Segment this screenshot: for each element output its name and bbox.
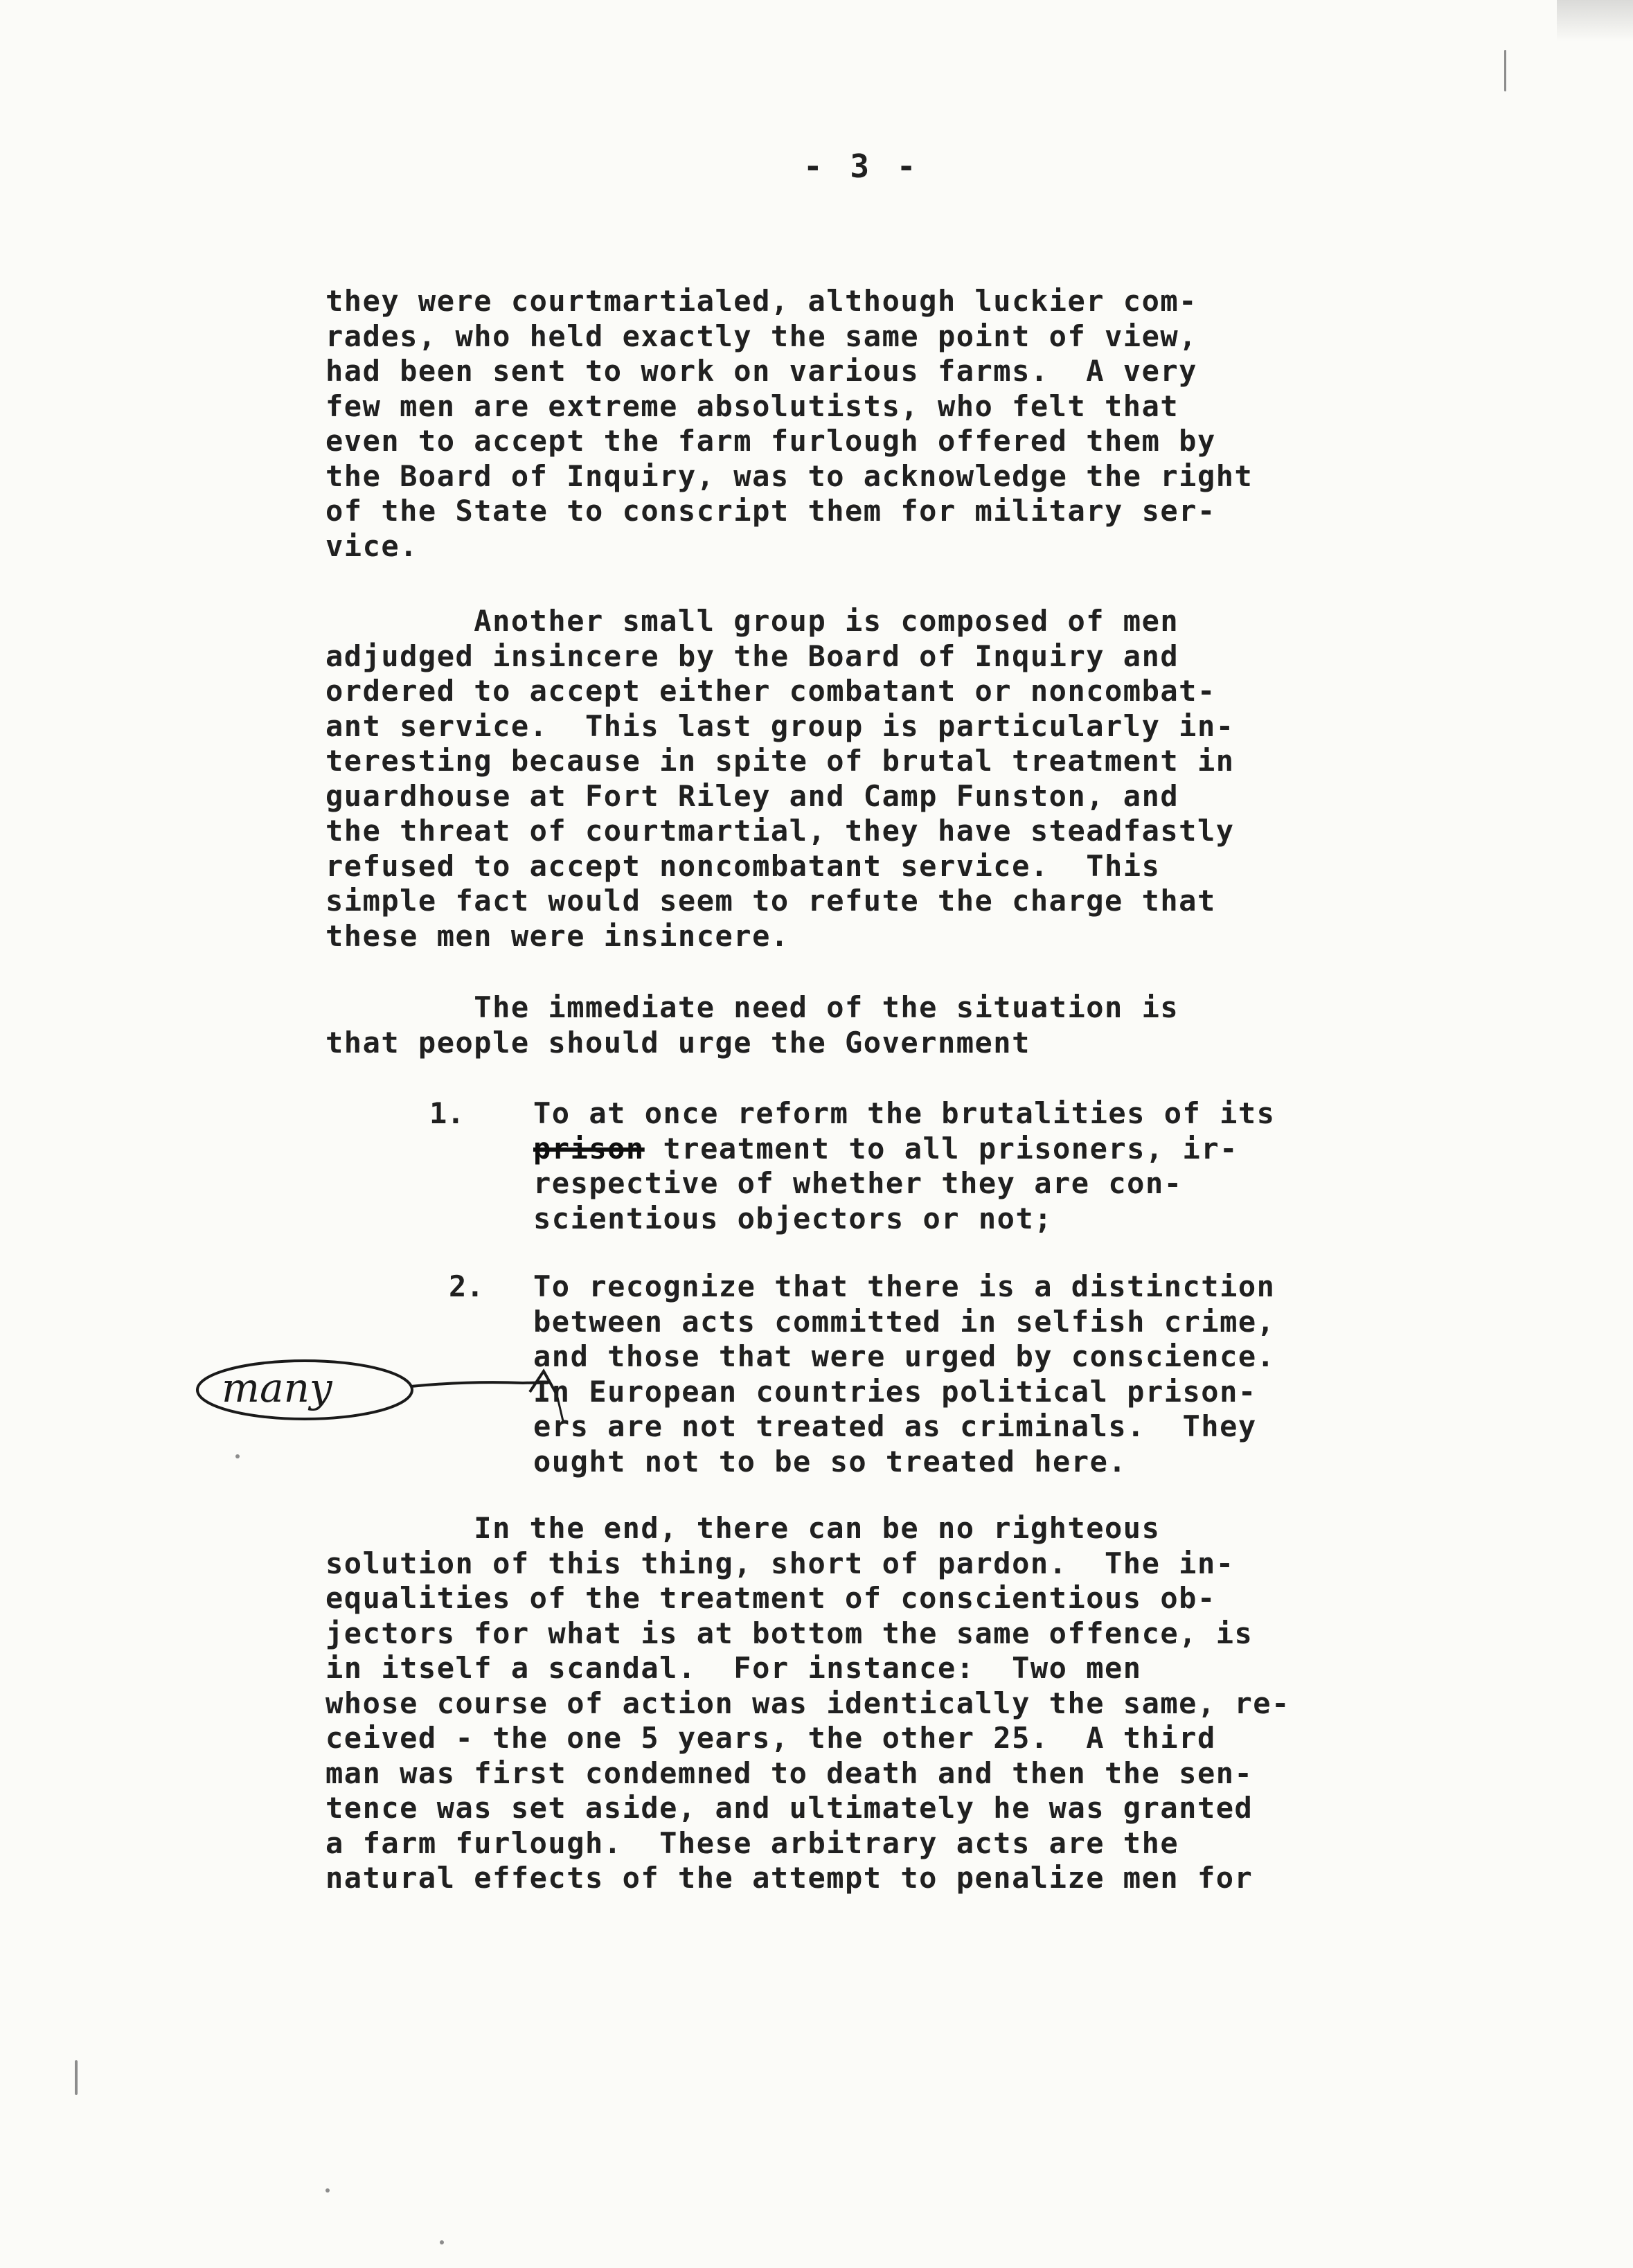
- text-line: guardhouse at Fort Riley and Camp Funston, and: [325, 778, 1179, 813]
- text-line: adjudged insincere by the Board of Inquiry and: [325, 639, 1179, 673]
- text-line: they were courtmartialed, although luckier com-: [325, 284, 1197, 318]
- text-line: that people should urge the Government: [325, 1025, 1030, 1060]
- list-number: 1.: [429, 1096, 465, 1130]
- page-number: - 3 -: [803, 148, 920, 185]
- text-line: ers are not treated as criminals. They: [533, 1409, 1257, 1443]
- list-item-text: [533, 1096, 1275, 1236]
- text-line: treatment to all prisoners, ir-: [663, 1131, 1238, 1166]
- text-line: these men were insincere.: [325, 918, 789, 953]
- text-line: ought not to be so treated here.: [533, 1444, 1127, 1479]
- text-line: few men are extreme absolutists, who felt that: [325, 389, 1179, 423]
- text-line: ant service. This last group is particularly in-: [325, 708, 1235, 743]
- text-line: jectors for what is at bottom the same offence, is: [325, 1616, 1253, 1650]
- list-number: 2.: [449, 1269, 484, 1303]
- text-line: To recognize that there is a distinction: [533, 1269, 1276, 1303]
- text-line: scientious objectors or not;: [533, 1201, 1053, 1235]
- text-line: vice.: [325, 528, 418, 563]
- scan-speck: [235, 1454, 240, 1458]
- text-line: and those that were urged by conscience.: [533, 1339, 1276, 1373]
- text-line: In the end, there can be no righteous: [325, 1511, 1161, 1545]
- paragraph-4: [325, 1511, 1290, 1896]
- text-line: Another small group is composed of men: [325, 604, 1179, 638]
- text-line: even to accept the farm furlough offered them by: [325, 424, 1216, 458]
- scan-speck: [325, 2188, 330, 2193]
- scan-speck: [440, 2240, 444, 2244]
- text-line: whose course of action was identically the same, re-: [325, 1686, 1290, 1720]
- text-line: the Board of Inquiry, was to acknowledge the right: [325, 458, 1253, 493]
- text-line: between acts committed in selfish crime,: [533, 1304, 1276, 1339]
- text-line: of the State to conscript them for military ser-: [325, 494, 1216, 528]
- text-line: ceived - the one 5 years, the other 25. A third: [325, 1721, 1216, 1755]
- paragraph-3: [325, 990, 1179, 1060]
- text-line: respective of whether they are con-: [533, 1166, 1183, 1200]
- insertion-mark: [557, 1398, 563, 1421]
- scan-speck: [75, 2060, 78, 2095]
- text-line: man was first condemned to death and then the sen-: [325, 1756, 1253, 1790]
- text-line: a farm furlough. These arbitrary acts are the: [325, 1825, 1179, 1860]
- scan-speck: [1504, 50, 1506, 91]
- struck-word: prison: [533, 1131, 645, 1166]
- paragraph-1: [325, 284, 1253, 564]
- text-line: To at once reform the brutalities of its: [533, 1096, 1276, 1130]
- text-line: simple fact would seem to refute the charge that: [325, 884, 1216, 918]
- text-line: natural effects of the attempt to penalize men for: [325, 1861, 1253, 1895]
- handwritten-annotation: [190, 1352, 855, 1449]
- text-line: teresting because in spite of brutal treatment in: [325, 744, 1235, 778]
- text-line: equalities of the treatment of conscientious ob-: [325, 1581, 1216, 1615]
- text-line: In European countries political prison-: [533, 1374, 1257, 1409]
- paragraph-2: [325, 604, 1235, 954]
- scan-edge-shadow: [1557, 0, 1633, 42]
- text-line: the threat of courtmartial, they have steadfastly: [325, 814, 1235, 848]
- handwritten-word: many: [222, 1364, 332, 1411]
- text-line: in itself a scandal. For instance: Two men: [325, 1651, 1142, 1685]
- text-line: had been sent to work on various farms. A very: [325, 354, 1197, 388]
- text-line: solution of this thing, short of pardon. The in-: [325, 1546, 1235, 1580]
- text-line: rades, who held exactly the same point of view,: [325, 319, 1197, 353]
- annotation-connector: [411, 1382, 551, 1386]
- text-line: refused to accept noncombatant service. This: [325, 848, 1161, 883]
- text-line: ordered to accept either combatant or noncombat-: [325, 674, 1216, 708]
- text-line: The immediate need of the situation is: [325, 990, 1179, 1024]
- text-line: tence was set aside, and ultimately he was granted: [325, 1791, 1253, 1825]
